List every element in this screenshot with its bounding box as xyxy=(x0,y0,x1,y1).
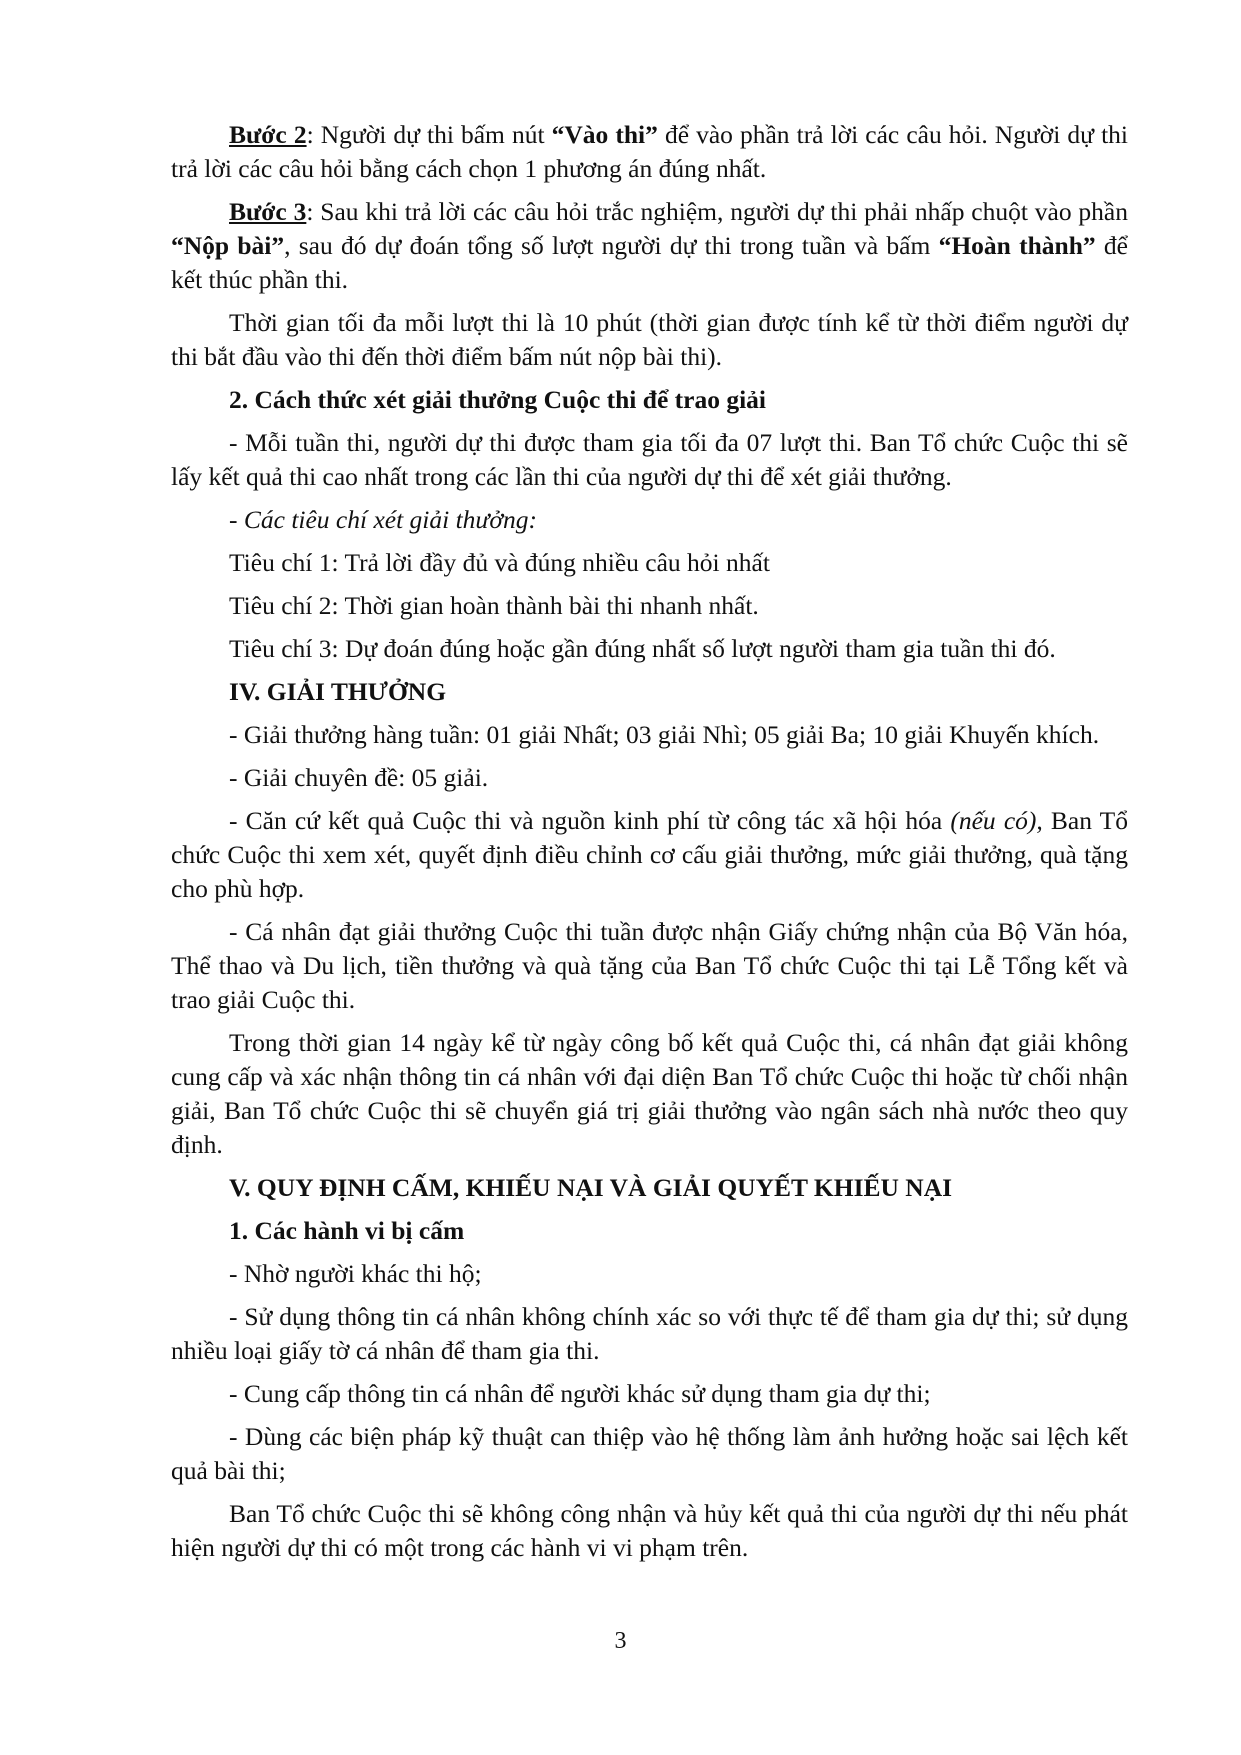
step-2-text: : Người dự thi bấm nút xyxy=(306,120,552,149)
criterion-2: Tiêu chí 2: Thời gian hoàn thành bài thi nhanh nhất. xyxy=(229,591,759,620)
step-2-text-rest: để vào phần trả lời các câu hỏi. Người dự thi trả lời các câu hỏi bằng cách chọn 1 phương án đúng nhất. xyxy=(171,120,1128,183)
certificate-paragraph: - Cá nhân đạt giải thưởng Cuộc thi tuần được nhận Giấy chứng nhận của Bộ Văn hóa, Thể thao và Du lịch, tiền thưởng và quà tặng của Ban Tổ chức Cuộc thi tại Lễ Tổng kết và trao giải Cuộc thi. xyxy=(171,917,1128,1014)
time-limit-paragraph: Thời gian tối đa mỗi lượt thi là 10 phút (thời gian được tính kể từ thời điểm người dự thi bắt đầu vào thi đến thời điểm bấm nút nộp bài thi). xyxy=(171,308,1128,371)
page-number: 3 xyxy=(614,1628,627,1654)
adjust-italic-note: (nếu có), xyxy=(950,806,1043,835)
step-3-text-mid: , sau đó dự đoán tổng số lượt người dự thi trong tuần và bấm xyxy=(284,231,939,260)
submit-term: “Nộp bài” xyxy=(171,231,285,260)
step-2-label: Bước 2 xyxy=(229,120,307,149)
prize-adjustment-paragraph xyxy=(171,804,1128,906)
adjust-text-rest: Ban Tổ chức Cuộc thi xem xét, quyết định điều chỉnh cơ cấu giải thưởng, mức giải thưởng, quà tặng cho phù hợp. xyxy=(171,806,1129,903)
special-prizes-paragraph: - Giải chuyên đề: 05 giải. xyxy=(229,763,489,792)
prohibited-heading: 1. Các hành vi bị cấm xyxy=(229,1216,465,1245)
criteria-heading: - Các tiêu chí xét giải thưởng: xyxy=(229,505,537,534)
section-2-heading: 2. Cách thức xét giải thưởng Cuộc thi để trao giải xyxy=(229,385,766,414)
prohibited-item: - Nhờ người khác thi hộ; xyxy=(229,1259,482,1288)
section-v-heading: V. QUY ĐỊNH CẤM, KHIẾU NẠI VÀ GIẢI QUYẾT KHIẾU NẠI xyxy=(229,1173,953,1202)
violation-note-paragraph: Ban Tổ chức Cuộc thi sẽ không công nhận và hủy kết quả thi của người dự thi nếu phát hiện người dự thi có một trong các hành vi vi phạm trên. xyxy=(171,1499,1128,1562)
weekly-prizes-paragraph: - Giải thưởng hàng tuần: 01 giải Nhất; 03 giải Nhì; 05 giải Ba; 10 giải Khuyến khích. xyxy=(229,720,1100,749)
step-3-paragraph xyxy=(171,195,1128,297)
step-3-label: Bước 3 xyxy=(229,197,307,226)
adjust-text: - Căn cứ kết quả Cuộc thi và nguồn kinh phí từ công tác xã hội hóa xyxy=(229,806,951,835)
document-body xyxy=(171,118,1128,1574)
fourteen-days-paragraph: Trong thời gian 14 ngày kể từ ngày công bố kết quả Cuộc thi, cá nhân đạt giải không cung cấp và xác nhận thông tin cá nhân với đại diện Ban Tổ chức Cuộc thi hoặc từ chối nhận giải, Ban Tổ chức Cuộc thi sẽ chuyển giá trị giải thưởng vào ngân sách nhà nước theo quy định. xyxy=(171,1028,1128,1159)
section-iv-heading: IV. GIẢI THƯỞNG xyxy=(229,677,447,706)
criterion-3: Tiêu chí 3: Dự đoán đúng hoặc gần đúng nhất số lượt người tham gia tuần thi đó. xyxy=(229,634,1056,663)
prohibited-item: - Sử dụng thông tin cá nhân không chính xác so với thực tế để tham gia dự thi; sử dụng nhiều loại giấy tờ cá nhân để tham gia thi. xyxy=(171,1302,1128,1365)
criterion-1: Tiêu chí 1: Trả lời đầy đủ và đúng nhiều câu hỏi nhất xyxy=(229,548,770,577)
enter-exam-term: “Vào thi” xyxy=(551,120,658,149)
step-2-paragraph xyxy=(171,118,1128,186)
step-3-text-end: để kết thúc phần thi. xyxy=(171,231,1128,294)
prohibited-item: - Cung cấp thông tin cá nhân để người khác sử dụng tham gia dự thi; xyxy=(229,1379,931,1408)
step-3-text: : Sau khi trả lời các câu hỏi trắc nghiệm, người dự thi phải nhấp chuột vào phần xyxy=(306,197,1129,226)
complete-term: “Hoàn thành” xyxy=(938,231,1096,260)
prohibited-item: - Dùng các biện pháp kỹ thuật can thiệp vào hệ thống làm ảnh hưởng hoặc sai lệch kết quả bài thi; xyxy=(171,1422,1128,1485)
weekly-attempts-paragraph: - Mỗi tuần thi, người dự thi được tham gia tối đa 07 lượt thi. Ban Tổ chức Cuộc thi sẽ lấy kết quả thi cao nhất trong các lần thi của người dự thi để xét giải thưởng. xyxy=(171,428,1128,491)
